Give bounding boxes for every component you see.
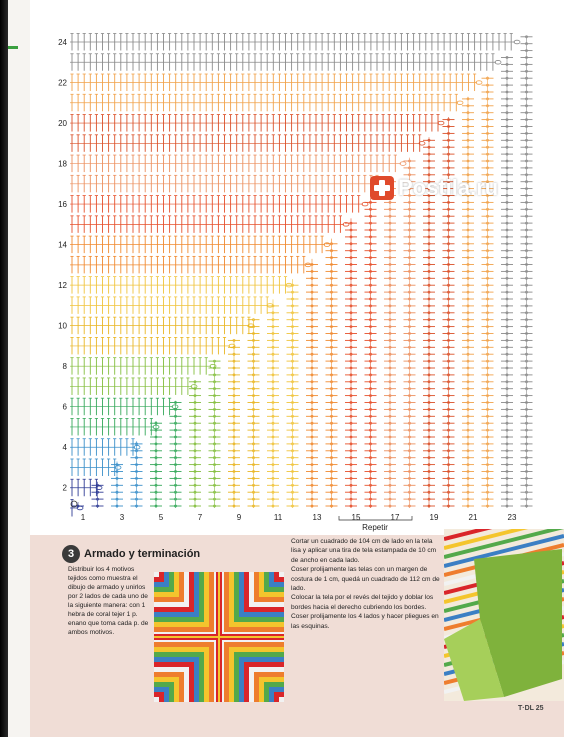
row-label: 18 xyxy=(58,159,67,169)
row-label: 12 xyxy=(58,281,67,291)
column-label: 7 xyxy=(197,513,203,522)
section-title: Armado y terminación xyxy=(84,548,201,560)
watermark-text: Postila.ru xyxy=(398,175,499,200)
column-label: 11 xyxy=(273,513,283,522)
finished-blanket-photo xyxy=(444,529,564,701)
assembly-intro-text: Distribuir los 4 motivos tejidos como muestra el dibujo de armado y unirlos por 2 lados de cada uno de la siguiente manera: con 1 hebra de coral tejer 1 p. enano que toma cada p. de ambos motivos. xyxy=(68,566,149,636)
step-number-badge: 3 xyxy=(62,545,80,563)
row-label: 4 xyxy=(62,443,67,453)
row-label: 22 xyxy=(58,78,67,88)
repeat-label: Repetir xyxy=(362,523,388,532)
motif-band xyxy=(154,697,159,702)
motif-band xyxy=(154,572,159,577)
row-label: 6 xyxy=(62,402,67,412)
instruction-paragraph: Cortar un cuadrado de 104 cm de lado en la tela lisa y aplicar una tira de tela estampada de 10 cm de ancho en cada lado. xyxy=(291,538,437,564)
column-label: 1 xyxy=(80,513,86,522)
motif-band xyxy=(279,572,284,577)
column-label: 15 xyxy=(351,513,361,522)
column-label: 13 xyxy=(312,513,322,522)
section-header xyxy=(62,543,200,565)
instruction-paragraph: Colocar la tela por el revés del tejido y doblar los bordes hacia el derecho cubriendo los bordes. xyxy=(291,594,434,611)
page-binding-shadow xyxy=(0,0,8,737)
row-label: 10 xyxy=(58,321,67,331)
instruction-paragraph: Coser prolijamente los 4 lados y hacer pliegues en las esquinas. xyxy=(291,613,439,630)
previous-page-green-mark xyxy=(8,46,18,49)
assembly-section xyxy=(30,535,564,737)
column-label: 19 xyxy=(429,513,439,522)
column-label: 3 xyxy=(119,513,125,522)
instruction-paragraph: Coser prolijamente las telas con un margen de costura de 1 cm, quedá un cuadrado de 112 cm de lado. xyxy=(291,566,440,593)
row-label: 8 xyxy=(62,362,67,372)
column-label: 21 xyxy=(468,513,478,522)
finishing-instructions xyxy=(291,537,443,631)
assembly-motif-diagram xyxy=(154,572,284,702)
crochet-chart-svg xyxy=(30,0,564,535)
postila-watermark xyxy=(370,174,564,202)
repeat-bracket xyxy=(339,516,412,520)
row-label: 20 xyxy=(58,119,67,129)
column-label: 17 xyxy=(390,513,400,522)
motif-band xyxy=(279,697,284,702)
crochet-chart xyxy=(30,0,564,535)
row-label: 24 xyxy=(58,38,67,47)
column-label: 5 xyxy=(158,513,164,522)
postila-logo-icon xyxy=(370,176,394,200)
column-label: 23 xyxy=(507,513,517,522)
row-label: 2 xyxy=(62,483,67,493)
motif-cross-seam xyxy=(154,636,284,638)
row-label: 14 xyxy=(58,240,67,250)
previous-page-margin xyxy=(8,0,31,737)
page-number: T·DL 25 xyxy=(518,705,544,712)
row-label: 16 xyxy=(58,200,67,210)
column-label: 9 xyxy=(236,513,242,522)
